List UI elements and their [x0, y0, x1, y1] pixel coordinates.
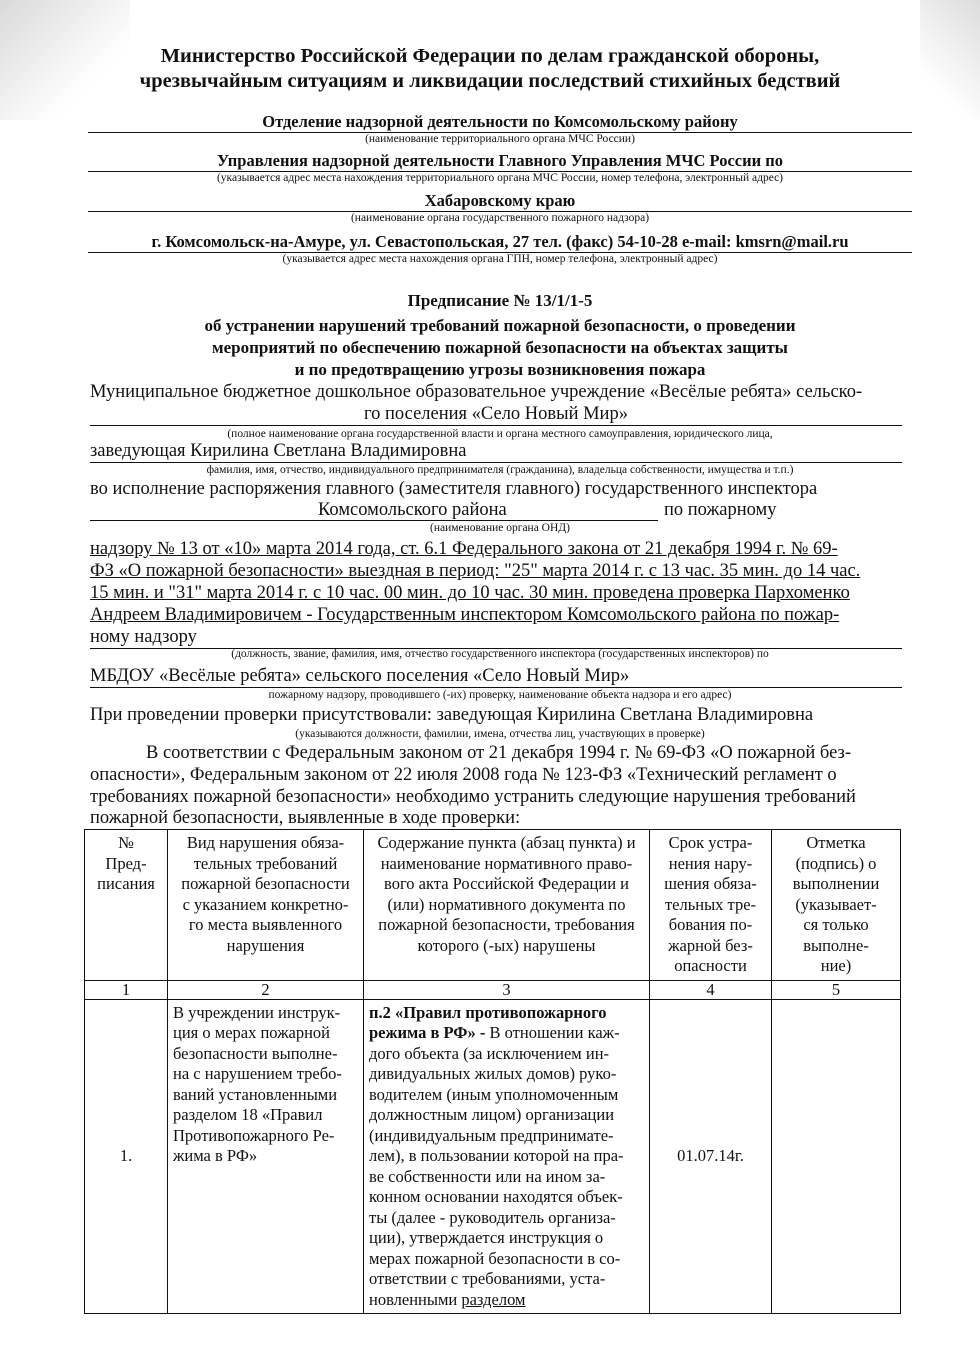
prescription-subject-line3: и по предотвращению угрозы возникновения пожара: [294, 360, 706, 379]
object-caption: пожарному надзору, проводившего (-их) проверку, наименование объекта надзора и его адрес): [268, 689, 732, 701]
inspector-caption: (должность, звание, фамилия, имя, отчество государственного инспектора (государственных инспекторов) по: [231, 648, 769, 660]
organization-address: г. Комсомольск-на-Амуре, ул. Севастопольская, 27 тел. (факс) 54-10-28 e-mail: kmsrn@mail.ru: [88, 232, 912, 253]
header-cell-violation: Вид нарушения обяза- тельных требований пожарной безопасности с указанием конкретно- го места выявленного нарушения: [168, 830, 364, 981]
header-cell-deadline: Срок устра- нения нару- шения обяза- тельных тре- бования по- жарной без- опасности: [650, 830, 772, 981]
object-name: МБДОУ «Весёлые ребята» сельского поселения «Село Новый Мир»: [90, 665, 902, 688]
organization-name-line1: Муниципальное бюджетное дошкольное образовательное учреждение «Весёлые ребята» сельско-: [90, 382, 863, 402]
prescription-number: Предписание № 13/1/1-5: [407, 291, 593, 310]
inspection-line4: Андреем Владимировичем - Государственным инспектором Комсомольского района по пожар-: [90, 605, 840, 625]
header-cell-norm: Содержание пункта (абзац пункта) и наименование нормативного право- вого акта Российской Федерации и (или) нормативного документа по пожарной безопасности, требования которого (-ых) нарушены: [364, 830, 650, 981]
column-number-2: 2: [168, 980, 364, 999]
administration-caption: (указывается адрес места нахождения территориального органа МЧС России, номер телефона, электронный адрес): [216, 172, 784, 184]
head-name: заведующая Кирилина Светлана Владимировна: [90, 440, 902, 463]
order-district-line: [90, 499, 902, 521]
table-header-row: [85, 830, 901, 981]
administration-name: Управления надзорной деятельности Главного Управления МЧС России по: [88, 151, 912, 172]
region-caption: (наименование органа государственного пожарного надзора): [350, 212, 650, 224]
head-caption: фамилия, имя, отчество, индивидуального предпринимателя (гражданина), владельца собственности, имущества и т.п.): [206, 464, 794, 476]
organization-name-line2: го поселения «Село Новый Мир»: [90, 403, 902, 426]
present-line: При проведении проверки присутствовали: заведующая Кирилина Светлана Владимировна: [90, 705, 814, 725]
law-line3: требованиях пожарной безопасности» необходимо устранить следующие нарушения требований: [90, 787, 856, 807]
department-name: Отделение надзорной деятельности по Комсомольскому району: [88, 112, 912, 133]
prescription-subject-line2: мероприятий по обеспечению пожарной безопасности на объектах защиты: [212, 338, 788, 357]
law-line4: пожарной безопасности, выявленные в ходе проверки:: [90, 808, 521, 828]
present-caption: (указываются должности, фамилии, имена, отчества лиц, участвующих в проверке): [295, 728, 705, 740]
row1-norm: п.2 «Правил противопожарного режима в РФ» - В отношении каж- дого объекта (за исключением ин- дивидуальных жилых домов) руко- водителем (иным уполномоченным должностным лицом) организации (индивидуальным предпринимате- лем), в пользовании которой на пра- ве собственности или на ином за- конном основании находятся объек- ты (далее - руководитель организа- ции), утверждается инструкция о мерах пожарной безопасности в со- ответствии с требованиями, уста- новленными разделом: [364, 999, 650, 1314]
header-cell-number: № Пред- писания: [85, 830, 168, 981]
table-row: [85, 999, 901, 1314]
row1-deadline: 01.07.14г.: [650, 999, 772, 1314]
order-fire-supervision: по пожарному: [664, 500, 777, 520]
inspection-line2: ФЗ «О пожарной безопасности» выездная в период: "25" марта 2014 г. с 13 час. 35 мин. до 14 час.: [90, 561, 861, 581]
organization-caption: (полное наименование органа государственной власти и органа местного самоуправления, юридического лица,: [227, 428, 773, 440]
column-number-3: 3: [364, 980, 650, 999]
department-caption: (наименование территориального органа МЧС России): [365, 133, 635, 145]
row1-violation: В учреждении инструк- ция о мерах пожарной безопасности выполне- на с нарушением требо- ваний установленными разделом 18 «Правил Противопожарного Ре- жима в РФ»: [168, 999, 364, 1314]
ond-caption: (наименование органа ОНД): [430, 522, 570, 534]
violations-table: [84, 829, 901, 1314]
page-fold-shadow-right: [920, 0, 980, 120]
row1-mark: [772, 999, 901, 1314]
column-number-5: 5: [772, 980, 901, 999]
inspection-line1: надзору № 13 от «10» марта 2014 года, ст. 6.1 Федерального закона от 21 декабря 1994 г. № 69-: [90, 539, 838, 559]
address-caption: (указывается адрес места нахождения органа ГПН, номер телефона, электронный адрес): [282, 253, 718, 265]
inspection-line3: 15 мин. и "31" марта 2014 г. с 10 час. 00 мин. до 10 час. 30 мин. проведена проверка Пархоменко: [90, 583, 850, 603]
region-name: Хабаровскому краю: [88, 191, 912, 212]
row1-number: 1.: [85, 999, 168, 1314]
order-district: Комсомольского района: [318, 500, 507, 520]
ministry-title-line2: чрезвычайным ситуациям и ликвидации последствий стихийных бедствий: [139, 70, 841, 92]
column-number-1: 1: [85, 980, 168, 999]
inspection-line5: ному надзору: [90, 626, 902, 649]
order-line: во исполнение распоряжения главного (заместителя главного) государственного инспектора: [90, 479, 818, 499]
column-number-4: 4: [650, 980, 772, 999]
prescription-subject-line1: об устранении нарушений требований пожарной безопасности, о проведении: [204, 316, 796, 335]
law-line1: В соответствии с Федеральным законом от 21 декабря 1994 г. № 69-ФЗ «О пожарной без-: [146, 743, 851, 763]
header-cell-mark: Отметка (подпись) о выполнении (указывает- ся только выполне- ние): [772, 830, 901, 981]
law-line2: опасности», Федеральным законом от 22 июля 2008 года № 123-ФЗ «Технический регламент о: [90, 765, 837, 785]
table-column-numbers-row: [85, 980, 901, 999]
ministry-title-line1: Министерство Российской Федерации по делам гражданской обороны,: [160, 45, 820, 67]
